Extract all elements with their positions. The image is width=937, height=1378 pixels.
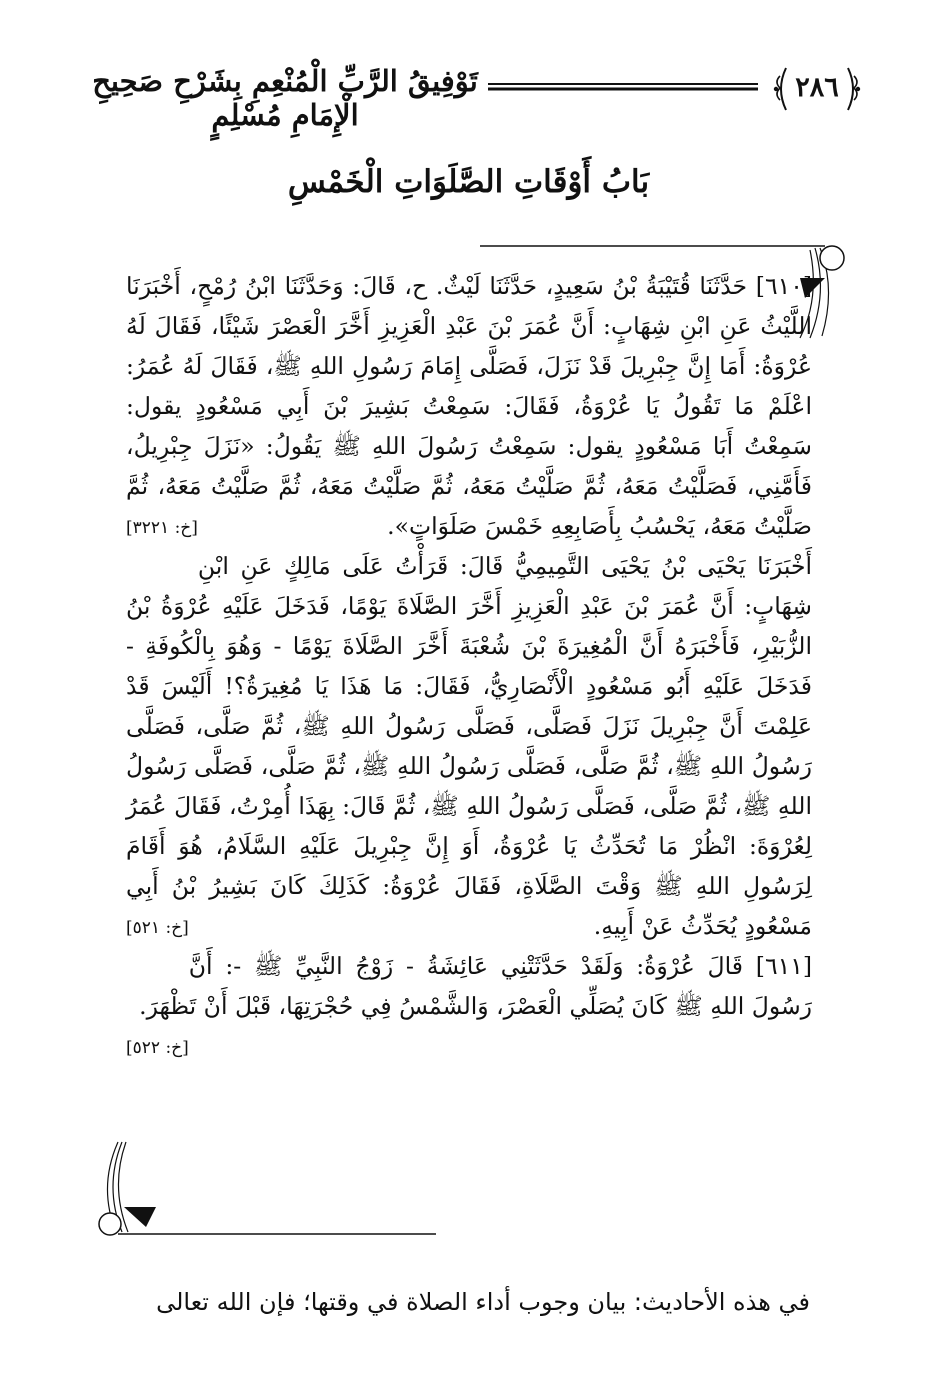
hadith-610-reference: [خ: ٣٢٢١] xyxy=(126,518,198,538)
hadith-610 xyxy=(126,266,812,546)
book-title: تَوْفِيقُ الرَّبِّ الْمُنْعِمِ بِشَرْحِ صَحِيحِ الْإِمَامِ مُسْلِمٍ xyxy=(92,64,478,132)
hadith-610b-reference: [خ: ٥٢١] xyxy=(126,918,189,938)
hadith-611-reference: [خ: ٥٢٢] xyxy=(126,1038,189,1058)
hadith-611-text: [٦١١] قَالَ عُرْوَةُ: وَلَقَدْ حَدَّثَتْنِي عَائِشَةُ - زَوْجُ النَّبِيِّ ﷺ -: أَنَّ رَسُولَ اللهِ ﷺ كَانَ يُصَلِّي الْعَصْرَ، وَالشَّمْسُ فِي حُجْرَتِهَا، قَبْلَ أَنْ تَظْهَرَ. xyxy=(139,952,812,1020)
page-number-ornament xyxy=(772,64,862,114)
commentary-text: في هذه الأحاديث: بيان وجوب أداء الصلاة في وقتها؛ فإن الله تعالى xyxy=(156,1288,810,1316)
page-header xyxy=(70,58,870,132)
chapter-title: بَابُ أَوْقَاتِ الصَّلَوَاتِ الْخَمْسِ xyxy=(287,164,650,200)
hadith-body xyxy=(126,266,812,1068)
hadith-610-second-chain xyxy=(126,546,812,946)
page-number: ٢٨٦ xyxy=(795,72,839,103)
hadith-610-text: [٦١٠] حَدَّثَنَا قُتَيْبَةُ بْنُ سَعِيدٍ، حَدَّثَنَا لَيْثٌ. ح، قَالَ: وَحَدَّثَنَا ابْنُ رُمْحٍ، أَخْبَرَنَا اللَّيْثُ عَنِ ابْنِ شِهَابٍ: أَنَّ عُمَرَ بْنَ عَبْدِ الْعَزِيزِ أَخَّرَ الْعَصْرَ شَيْئًا، فَقَالَ لَهُ عُرْوَةُ: أَمَا إِنَّ جِبْرِيلَ قَدْ نَزَلَ، فَصَلَّى إِمَامَ رَسُولِ اللهِ ﷺ، فَقَالَ لَهُ عُمَرُ: اعْلَمْ مَا تَقُولُ يَا عُرْوَةُ، فَقَالَ: سَمِعْتُ بَشِيرَ بْنَ أَبِي مَسْعُودٍ يقول: سَمِعْتُ أَبَا مَسْعُودٍ يقول: سَمِعْتُ رَسُولَ اللهِ ﷺ يَقُولُ: «نَزَلَ جِبْرِيلُ، فَأَمَّنِي، فَصَلَّيْتُ مَعَهُ، ثُمَّ صَلَّيْتُ مَعَهُ، ثُمَّ صَلَّيْتُ مَعَهُ، ثُمَّ صَلَّيْتُ مَعَهُ، ثُمَّ صَلَّيْتُ مَعَهُ، يَحْسُبُ بِأَصَابِعِهِ خَمْسَ صَلَوَاتٍ». xyxy=(126,272,812,540)
header-rule xyxy=(488,82,758,92)
hadith-610b-text: أَخْبَرَنَا يَحْيَى بْنُ يَحْيَى التَّمِيمِيُّ قَالَ: قَرَأْتُ عَلَى مَالِكٍ عَنِ ابْنِ شِهَابٍ: أَنَّ عُمَرَ بْنَ عَبْدِ الْعَزِيزِ أَخَّرَ الصَّلَاةَ يَوْمًا، فَدَخَلَ عَلَيْهِ عُرْوَةُ بْنُ الزُّبَيْرِ، فَأَخْبَرَهُ أَنَّ الْمُغِيرَةَ بْنَ شُعْبَةَ أَخَّرَ الصَّلَاةَ يَوْمًا - وَهُوَ بِالْكُوفَةِ - فَدَخَلَ عَلَيْهِ أَبُو مَسْعُودٍ الْأَنْصَارِيُّ، فَقَالَ: مَا هَذَا يَا مُغِيرَةُ؟! أَلَيْسَ قَدْ عَلِمْتَ أَنَّ جِبْرِيلَ نَزَلَ فَصَلَّى، فَصَلَّى رَسُولُ اللهِ ﷺ، ثُمَّ صَلَّى، فَصَلَّى رَسُولُ اللهِ ﷺ، ثُمَّ صَلَّى، فَصَلَّى رَسُولُ اللهِ ﷺ، ثُمَّ صَلَّى، فَصَلَّى رَسُولُ اللهِ ﷺ، ثُمَّ صَلَّى، فَصَلَّى رَسُولُ اللهِ ﷺ، ثُمَّ قَالَ: بِهَذَا أُمِرْتُ، فَقَالَ عُمَرُ لِعُرْوَةَ: انْظُرْ مَا تُحَدِّثُ يَا عُرْوَةُ، أَوَ إِنَّ جِبْرِيلَ عَلَيْهِ السَّلَامُ، هُوَ أَقَامَ لِرَسُولِ اللهِ ﷺ وَقْتَ الصَّلَاةِ، فَقَالَ عُرْوَةُ: كَذَلِكَ كَانَ بَشِيرُ بْنُ أَبِي مَسْعُودٍ يُحَدِّثُ عَنْ أَبِيهِ. xyxy=(126,552,812,940)
corner-frame-bottom-left-icon xyxy=(96,1132,436,1242)
hadith-611 xyxy=(126,946,812,1058)
